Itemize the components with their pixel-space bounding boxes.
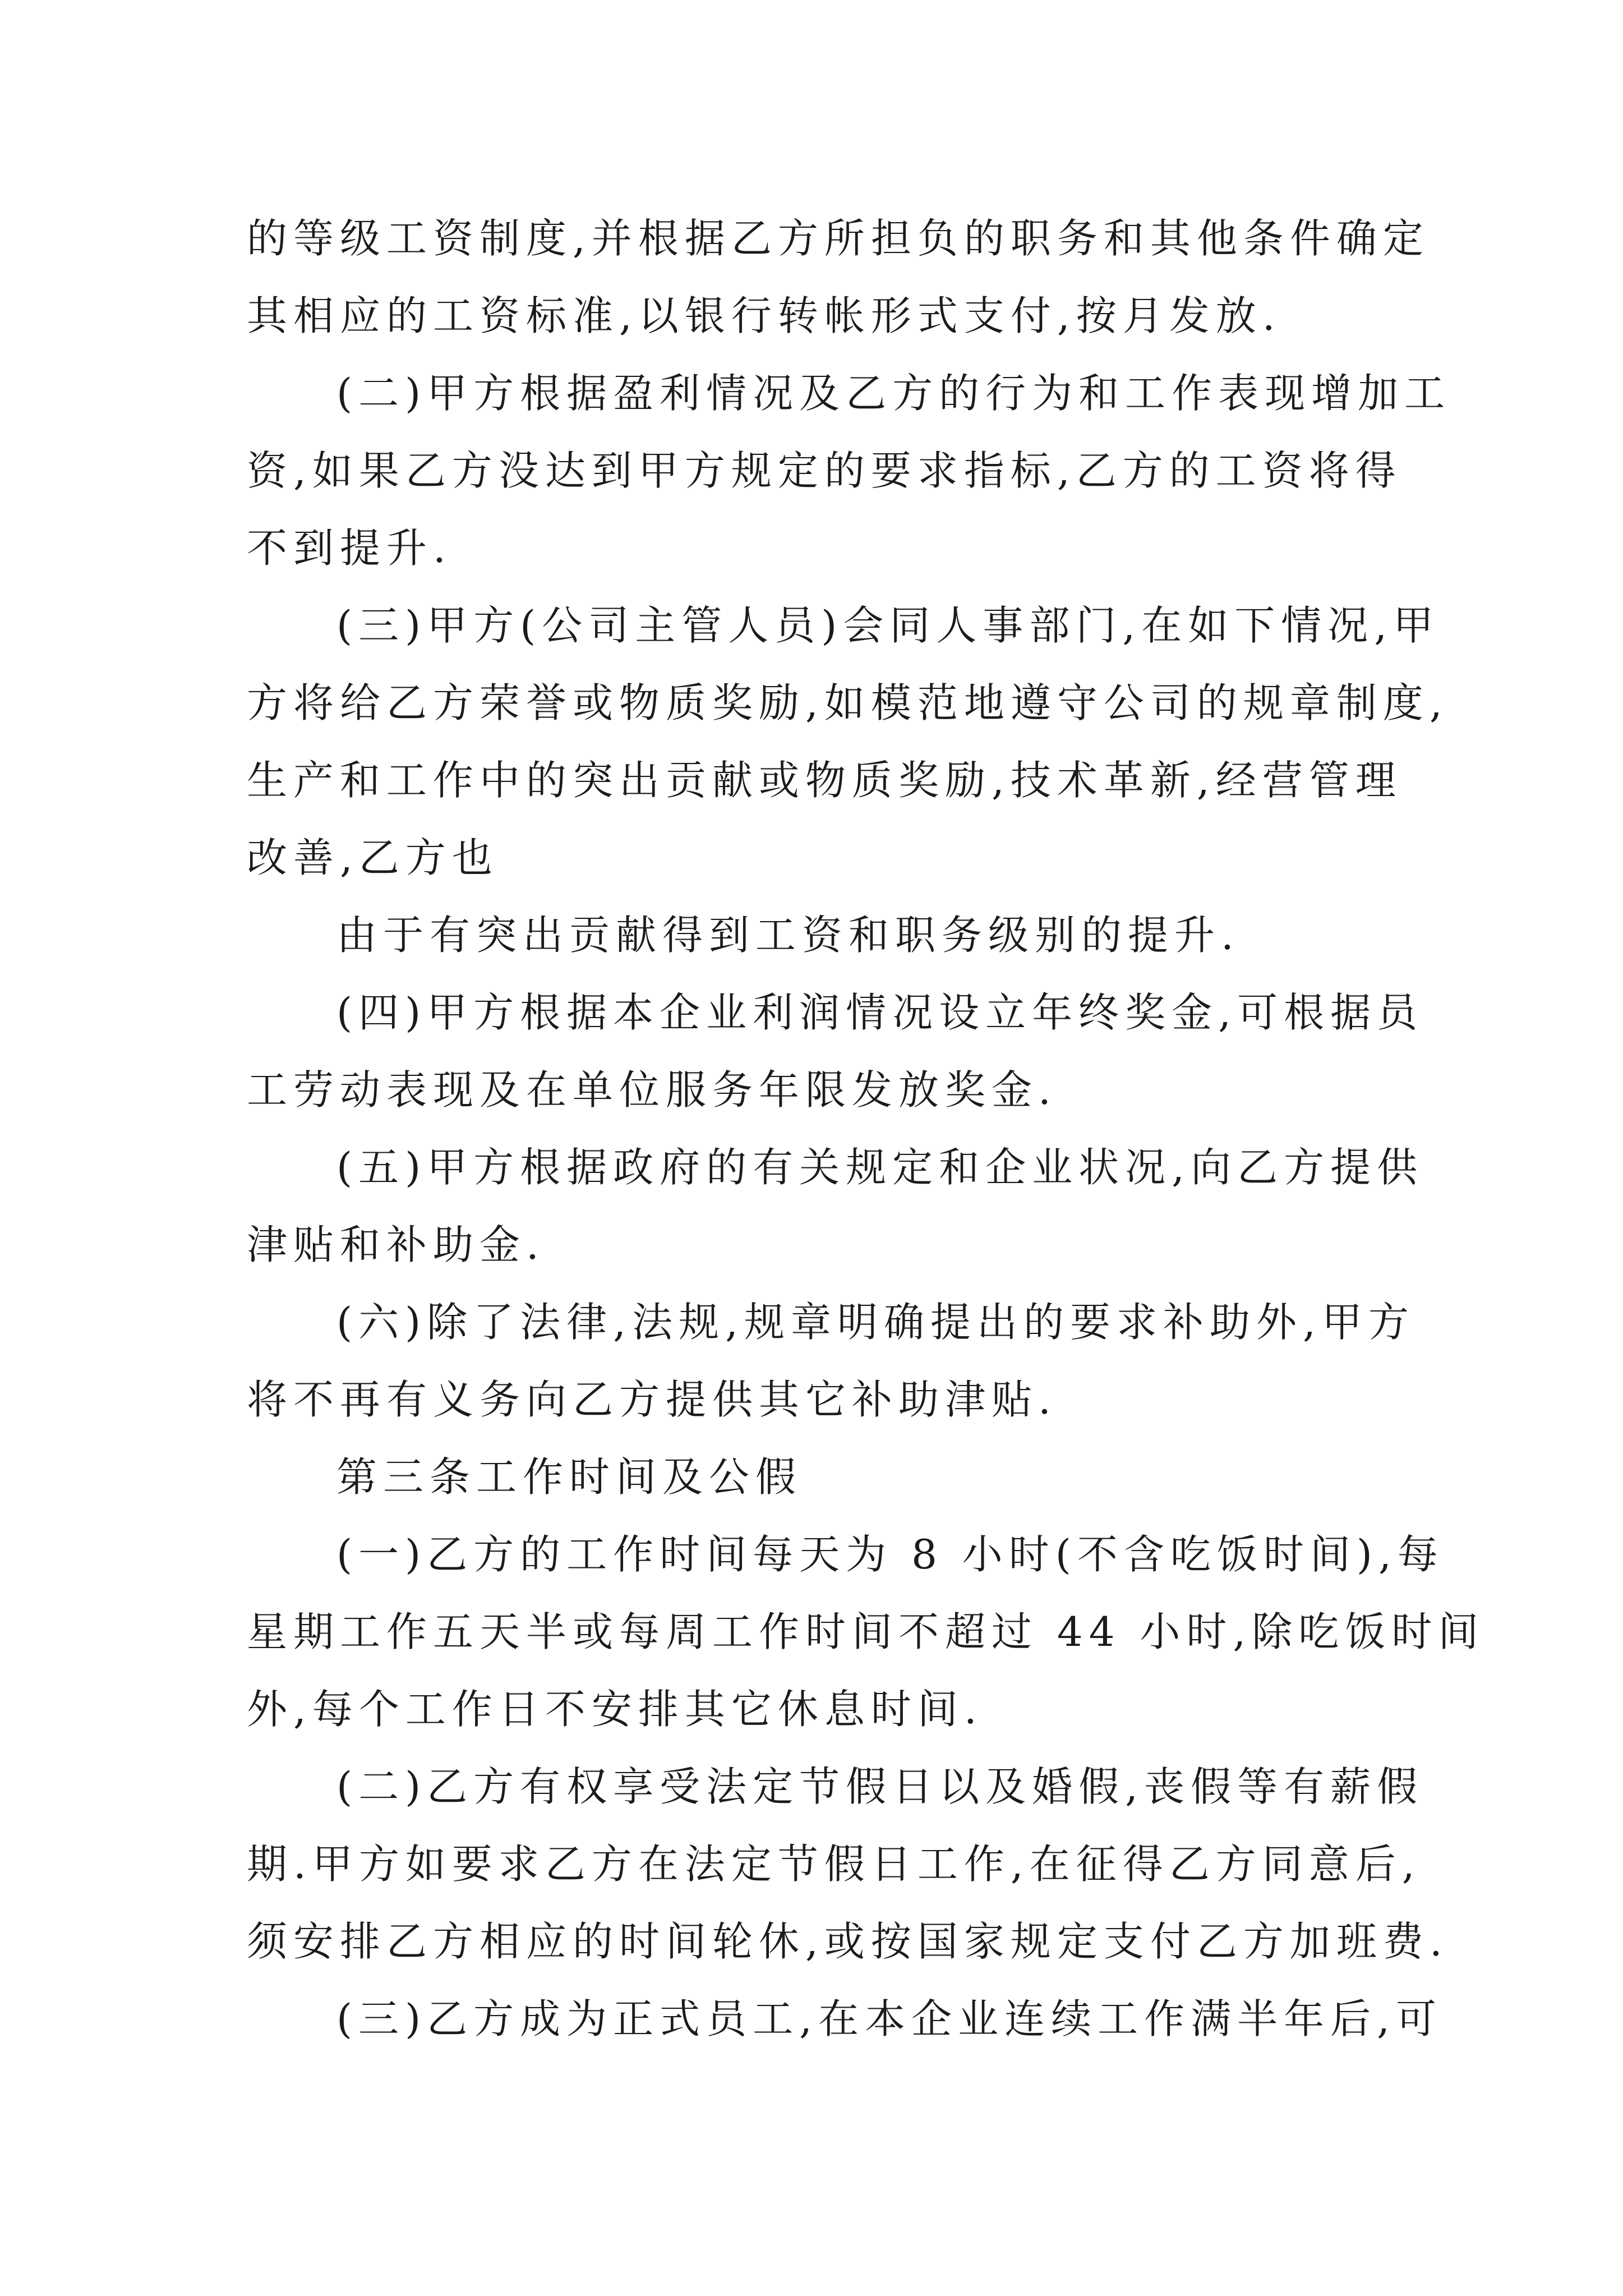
text-line: 资,如果乙方没达到甲方规定的要求指标,乙方的工资将得 xyxy=(247,447,1402,494)
text-line: 外,每个工作日不安排其它休息时间. xyxy=(247,1686,983,1733)
paragraph-start-line: 由于有突出贡献得到工资和职务级别的提升. xyxy=(336,912,1240,959)
paragraph-start-line: (二)甲方根据盈利情况及乙方的行为和工作表现增加工 xyxy=(336,370,1451,417)
paragraph-start-line: (三)乙方成为正式员工,在本企业连续工作满半年后,可 xyxy=(336,1995,1442,2042)
text-line: 不到提升. xyxy=(247,524,452,572)
section-heading: 第三条工作时间及公假 xyxy=(336,1453,803,1501)
paragraph-start-line: (六)除了法律,法规,规章明确提出的要求补助外,甲方 xyxy=(336,1299,1415,1346)
text-line: 改善,乙方也 xyxy=(247,834,499,881)
text-line: 生产和工作中的突出贡献或物质奖励,技术革新,经营管理 xyxy=(247,757,1402,804)
paragraph-start-line: (一)乙方的工作时间每天为 8 小时(不含吃饭时间),每 xyxy=(336,1531,1444,1578)
paragraph-start-line: (三)甲方(公司主管人员)会同人事部门,在如下情况,甲 xyxy=(336,602,1440,649)
paragraph-start-line: (五)甲方根据政府的有关规定和企业状况,向乙方提供 xyxy=(336,1144,1424,1191)
text-line: 方将给乙方荣誉或物质奖励,如模范地遵守公司的规章制度, xyxy=(247,679,1449,726)
paragraph-start-line: (四)甲方根据本企业利润情况设立年终奖金,可根据员 xyxy=(336,989,1424,1036)
text-line: 将不再有义务向乙方提供其它补助津贴. xyxy=(247,1376,1057,1423)
text-line: 期.甲方如要求乙方在法定节假日工作,在征得乙方同意后, xyxy=(247,1841,1421,1888)
text-line: 其相应的工资标准,以银行转帐形式支付,按月发放. xyxy=(247,292,1281,339)
text-line: 星期工作五天半或每周工作时间不超过 44 小时,除吃饭时间 xyxy=(247,1608,1485,1655)
text-line: 的等级工资制度,并根据乙方所担负的职务和其他条件确定 xyxy=(247,215,1430,262)
text-line: 须安排乙方相应的时间轮休,或按国家规定支付乙方加班费. xyxy=(247,1918,1449,1965)
text-line: 工劳动表现及在单位服务年限发放奖金. xyxy=(247,1066,1057,1114)
text-line: 津贴和补助金. xyxy=(247,1221,545,1268)
paragraph-start-line: (二)乙方有权享受法定节假日以及婚假,丧假等有薪假 xyxy=(336,1763,1424,1810)
